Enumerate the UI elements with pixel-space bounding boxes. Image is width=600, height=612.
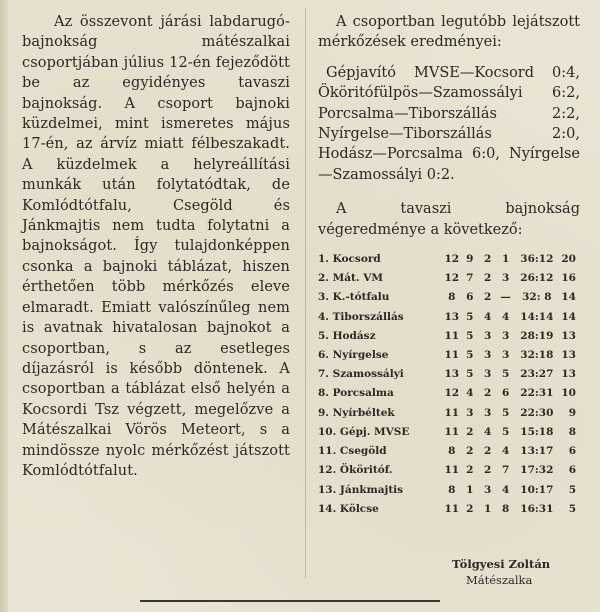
standings-cell-l: 5 [502, 425, 510, 438]
article-left-column [22, 12, 290, 481]
standings-cell-team: 14. Kölcse [318, 502, 379, 515]
standings-cell-d: 3 [484, 483, 492, 496]
standings-cell-goals: 22:30 [520, 406, 554, 419]
author-name: Tölgyesi Zoltán [452, 557, 551, 571]
standings-cell-p: 8 [448, 291, 456, 304]
standings-cell-p: 11 [444, 329, 460, 342]
standings-cell-goals: 10:17 [520, 483, 554, 496]
standings-cell-goals: 22:31 [520, 387, 554, 400]
standings-intro: A tavaszi bajnokság végeredménye a következő: [318, 201, 580, 238]
standings-cell-w: 2 [466, 425, 474, 438]
column-divider [305, 8, 306, 578]
standings-cell-w: 2 [466, 464, 474, 477]
standings-cell-pts: 6 [568, 445, 576, 458]
standings-cell-p: 11 [444, 425, 460, 438]
standings-cell-pts: 9 [568, 406, 576, 419]
results-intro: A csoportban legutóbb lejátszott mérkőzések eredményei: [318, 14, 580, 51]
standings-cell-p: 13 [444, 368, 460, 381]
table-row [318, 308, 576, 327]
table-row [318, 404, 576, 423]
table-row [318, 461, 576, 480]
standings-cell-pts: 10 [561, 387, 576, 400]
standings-cell-team: 7. Szamossályi [318, 368, 404, 381]
standings-cell-pts: 13 [561, 329, 576, 342]
standings-cell-p: 11 [444, 464, 460, 477]
standings-cell-d: 3 [484, 368, 492, 381]
standings-cell-p: 13 [444, 310, 460, 323]
standings-cell-w: 3 [466, 406, 474, 419]
table-row [318, 384, 576, 403]
table-row [318, 250, 576, 269]
standings-cell-l: 3 [502, 349, 510, 362]
standings-cell-l: 3 [502, 329, 510, 342]
standings-cell-w: 9 [466, 253, 474, 266]
standings-cell-goals: 26:12 [520, 272, 554, 285]
article-signature [452, 556, 550, 588]
standings-cell-l: 4 [502, 483, 510, 496]
standings-cell-pts: 6 [568, 464, 576, 477]
standings-cell-team: 5. Hodász [318, 329, 376, 342]
table-row [318, 500, 576, 519]
standings-cell-goals: 23:27 [520, 368, 554, 381]
standings-cell-pts: 14 [561, 310, 576, 323]
standings-cell-d: 3 [484, 406, 492, 419]
match-results: Gépjavító MVSE—Kocsord 0:4, Ököritófülpös—Szamossályi 6:2, Porcsalma—Tiborszállás 2:2, Nyírgelse—Tiborszállás 2:0, Hodász—Porcsalma 6:0, Nyírgelse—Szamossályi 0:2. [318, 64, 580, 183]
standings-cell-d: 4 [484, 310, 492, 323]
standings-cell-team: 4. Tiborszállás [318, 310, 404, 323]
standings-cell-l: — [500, 291, 511, 304]
standings-cell-team: 13. Jánkmajtis [318, 483, 404, 496]
standings-cell-d: 2 [484, 387, 492, 400]
table-row [318, 346, 576, 365]
table-row [318, 327, 576, 346]
standings-cell-w: 4 [466, 387, 474, 400]
standings-cell-l: 4 [502, 310, 510, 323]
standings-table [318, 250, 576, 519]
standings-cell-l: 5 [502, 368, 510, 381]
standings-cell-l: 5 [502, 406, 510, 419]
standings-cell-l: 3 [502, 272, 510, 285]
standings-cell-p: 11 [444, 349, 460, 362]
standings-cell-l: 4 [502, 445, 510, 458]
standings-cell-goals: 14:14 [520, 310, 554, 323]
standings-cell-goals: 13:17 [520, 445, 554, 458]
table-row [318, 442, 576, 461]
standings-cell-team: 10. Gépj. MVSE [318, 425, 410, 438]
standings-cell-l: 7 [502, 464, 510, 477]
standings-cell-w: 5 [466, 310, 474, 323]
standings-cell-p: 8 [448, 483, 456, 496]
standings-cell-d: 3 [484, 349, 492, 362]
standings-cell-p: 11 [444, 406, 460, 419]
article-right-column [318, 12, 580, 519]
standings-cell-p: 8 [448, 445, 456, 458]
standings-cell-p: 12 [444, 253, 460, 266]
table-row [318, 269, 576, 288]
standings-cell-team: 9. Nyírbéltek [318, 406, 395, 419]
standings-cell-team: 3. K.-tótfalu [318, 291, 390, 304]
standings-cell-pts: 13 [561, 349, 576, 362]
standings-cell-d: 3 [484, 329, 492, 342]
standings-cell-w: 5 [466, 329, 474, 342]
table-row [318, 365, 576, 384]
standings-cell-team: 12. Ököritóf. [318, 464, 393, 477]
standings-cell-team: 6. Nyírgelse [318, 349, 389, 362]
standings-cell-pts: 8 [568, 425, 576, 438]
standings-cell-l: 8 [502, 502, 510, 515]
author-location: Mátészalka [466, 573, 533, 587]
standings-cell-l: 6 [502, 387, 510, 400]
standings-cell-w: 1 [466, 483, 474, 496]
standings-cell-goals: 15:18 [520, 425, 554, 438]
standings-cell-w: 2 [466, 502, 474, 515]
standings-cell-p: 11 [444, 502, 460, 515]
standings-cell-w: 2 [466, 445, 474, 458]
standings-cell-d: 2 [484, 445, 492, 458]
standings-cell-goals: 16:31 [520, 502, 554, 515]
standings-cell-d: 1 [484, 502, 492, 515]
standings-cell-pts: 13 [561, 368, 576, 381]
standings-cell-w: 6 [466, 291, 474, 304]
table-row [318, 288, 576, 307]
standings-cell-pts: 14 [561, 291, 576, 304]
standings-cell-w: 5 [466, 368, 474, 381]
article-body-paragraph: Az összevont járási labdarugó-bajnokság mátészalkai csoportjában július 12-én fejeződött be az egyidényes tavaszi bajnokság. A csoport bajnoki küzdelmei, mint ismeretes május 17-én, az árvíz miatt félbeszakadt. A küzdelmek a helyreállítási munkák után folytatódtak, de Komlódtótfalu, Csegöld és Jánkmajtis nem tudta folytatni a bajnokságot. Így tulajdonképpen csonka a bajnoki táblázat, hiszen érthetően több mérkőzés eleve elmaradt. Emiatt valószínűleg nem is avatnak hivatalosan bajnokot a csoportban, s az esetleges díjazásról is később döntenek. A csoportban a táblázat első helyén a Kocsordi Tsz végzett, megelőzve a Mátészalkai Vörös Meteort, s a mindössze nyolc mérkőzést játszott Komlódtótfalut. [22, 14, 290, 479]
standings-cell-l: 1 [502, 253, 510, 266]
standings-cell-goals: 28:19 [520, 329, 554, 342]
standings-cell-team: 2. Mát. VM [318, 272, 383, 285]
standings-cell-d: 4 [484, 425, 492, 438]
standings-cell-p: 12 [444, 387, 460, 400]
standings-cell-d: 2 [484, 253, 492, 266]
standings-cell-goals: 32:18 [520, 349, 554, 362]
page-edge [0, 0, 8, 612]
standings-cell-w: 5 [466, 349, 474, 362]
standings-cell-goals: 32: 8 [522, 291, 552, 304]
standings-cell-d: 2 [484, 291, 492, 304]
standings-cell-team: 1. Kocsord [318, 253, 381, 266]
table-row [318, 481, 576, 500]
standings-cell-pts: 5 [568, 483, 576, 496]
standings-cell-team: 11. Csegöld [318, 445, 387, 458]
standings-cell-p: 12 [444, 272, 460, 285]
standings-cell-pts: 20 [561, 253, 576, 266]
standings-cell-d: 2 [484, 464, 492, 477]
standings-cell-team: 8. Porcsalma [318, 387, 394, 400]
standings-cell-pts: 16 [561, 272, 576, 285]
bottom-rule [140, 600, 440, 602]
standings-cell-w: 7 [466, 272, 474, 285]
standings-cell-goals: 17:32 [520, 464, 554, 477]
standings-cell-goals: 36:12 [520, 253, 554, 266]
standings-cell-d: 2 [484, 272, 492, 285]
standings-cell-pts: 5 [568, 502, 576, 515]
table-row [318, 423, 576, 442]
